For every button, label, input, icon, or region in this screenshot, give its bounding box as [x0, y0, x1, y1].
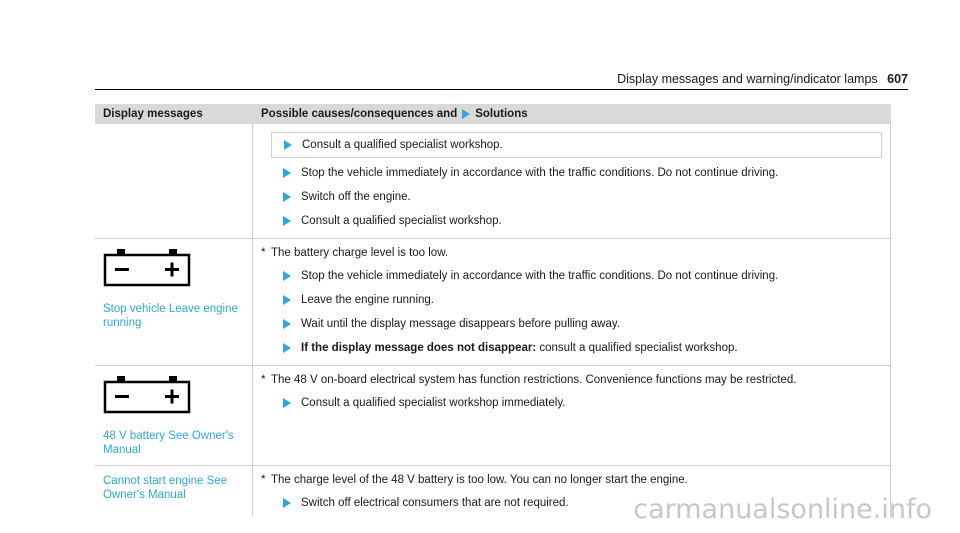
solutions-cell [253, 366, 891, 465]
message-cell [95, 239, 253, 365]
list-item [261, 164, 882, 182]
cause-text: The 48 V on-board electrical system has function restrictions. Convenience functions may be restricted. [271, 374, 797, 386]
col-header-causes [253, 108, 891, 120]
header-title: Display messages and warning/indicator lamps [617, 72, 878, 86]
solutions-cell [253, 124, 891, 238]
table-row [95, 124, 891, 239]
arrow-right-icon [283, 498, 291, 508]
display-message: Stop vehicle Leave engine running [103, 303, 238, 329]
display-message: 48 V battery See Owner's Manual [103, 430, 234, 456]
table-header [95, 104, 891, 124]
step-text: Stop the vehicle immediately in accordance with the traffic conditions. Do not continue driving. [301, 167, 779, 179]
list-item [261, 188, 882, 206]
arrow-right-icon [283, 295, 291, 305]
list-item [261, 291, 882, 309]
arrow-right-icon [283, 271, 291, 281]
page-number: 607 [887, 72, 908, 86]
display-message: Cannot start engine See Owner's Manual [103, 475, 228, 501]
message-cell [95, 366, 253, 465]
cause-line [261, 372, 882, 388]
table-row [95, 239, 891, 366]
message-cell [95, 124, 253, 238]
boxed-step [271, 132, 882, 158]
messages-table [95, 104, 891, 516]
step-text: Consult a qualified specialist workshop. [301, 215, 502, 227]
step-text: Stop the vehicle immediately in accordance with the traffic conditions. Do not continue driving. [301, 270, 779, 282]
col-header-display-messages: Display messages [103, 108, 203, 120]
step-text: Leave the engine running. [301, 294, 434, 306]
step-text: Wait until the display message disappears before pulling away. [301, 318, 620, 330]
arrow-right-icon [283, 319, 291, 329]
list-item [261, 394, 882, 412]
arrow-right-icon [283, 168, 291, 178]
step-text: Consult a qualified specialist workshop. [302, 139, 503, 151]
cause-text: The battery charge level is too low. [271, 247, 449, 259]
arrow-right-icon [283, 398, 291, 408]
arrow-right-icon [283, 192, 291, 202]
list-item [261, 267, 882, 285]
cause-line [261, 472, 882, 488]
step-text: consult a qualified specialist workshop. [539, 342, 738, 354]
cause-line [261, 245, 882, 261]
step-text: Consult a qualified specialist workshop immediately. [301, 397, 566, 409]
cause-marker: * [261, 374, 266, 386]
col-header-solutions-label: Solutions [475, 108, 528, 120]
arrow-right-icon [283, 343, 291, 353]
arrow-right-icon [283, 216, 291, 226]
cause-text: The charge level of the 48 V battery is too low. You can no longer start the engine. [271, 474, 688, 486]
table-row [95, 366, 891, 466]
step-condition: If the display message does not disappear: [301, 342, 537, 354]
watermark: carmanualsonline.info [633, 494, 932, 525]
solutions-cell [253, 239, 891, 365]
list-item [261, 339, 882, 357]
arrow-right-icon [284, 140, 292, 150]
col-header-causes-label: Possible causes/consequences and [261, 108, 458, 120]
cause-marker: * [261, 247, 266, 259]
battery-icon [103, 247, 191, 287]
arrow-right-icon [462, 109, 470, 119]
page-header [617, 72, 908, 86]
step-text: Switch off electrical consumers that are not required. [301, 497, 569, 509]
battery-icon [103, 374, 191, 414]
step-text: Switch off the engine. [301, 191, 411, 203]
cause-marker: * [261, 474, 266, 486]
list-item [261, 315, 882, 333]
list-item [261, 212, 882, 230]
header-divider [95, 89, 908, 90]
message-cell [95, 466, 253, 516]
